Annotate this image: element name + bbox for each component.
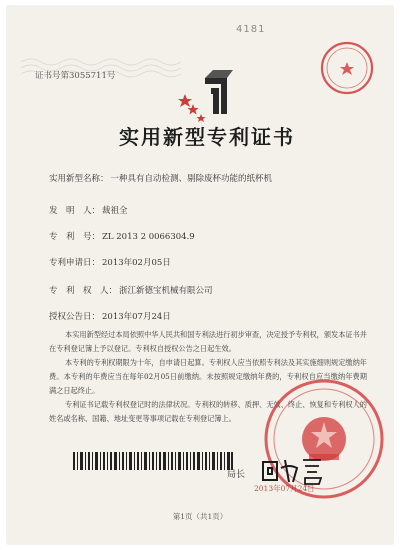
field-label: 专 利 权 人： — [49, 286, 118, 296]
body-paragraph: 专利证书记载专利权登记时的法律状况。专利权的转移、质押、无效、终止、恢复和专利权人的姓名或名称、国籍、地址变更等事项记载在专利登记簿上。 — [49, 400, 367, 423]
certificate-number: 证书号第3055711号 — [35, 71, 116, 81]
field-inventor — [49, 204, 128, 216]
field-utility-model-name — [49, 172, 272, 184]
handwritten-note: 4181 — [236, 24, 266, 35]
field-label: 专 利 号： — [49, 232, 101, 242]
field-value: 2013年07月24日 — [102, 312, 171, 322]
signature-label: 局长 — [227, 470, 246, 480]
body-paragraph: 本专利的专利权期限为十年，自申请日起算。专利权人应当依照专利法及其实施细则规定缴纳年费。本专利的年费应当在每年02月05日前缴纳。未按照规定缴纳年费的，专利权自应当缴纳年费期满之日起终止。 — [49, 358, 367, 395]
seal-date: 2013年07月24日 — [254, 484, 315, 493]
field-label: 实用新型名称： — [49, 174, 109, 184]
barcode — [73, 452, 233, 470]
certificate-title: 实用新型专利证书 — [119, 125, 295, 149]
body-paragraph: 本实用新型经过本局依照中华人民共和国专利法进行初步审查，决定授予专利权，颁发本证书并在专利登记簿上予以登记。专利权自授权公告之日起生效。 — [49, 330, 367, 353]
field-patent-number — [49, 230, 195, 242]
patent-office-seal-icon — [319, 40, 375, 96]
patent-office-emblem-icon — [175, 66, 245, 126]
field-label: 授权公告日： — [49, 312, 101, 322]
field-label: 专利申请日： — [49, 258, 101, 268]
field-value: 2013年02月05日 — [102, 258, 171, 268]
field-application-date — [49, 256, 171, 268]
field-value: ZL 2013 2 0066304.9 — [102, 232, 195, 242]
field-label: 发 明 人： — [49, 206, 101, 216]
field-value: 一种具有自动检测、剔除废杯功能的纸杯机 — [110, 174, 273, 184]
field-grant-date — [49, 310, 171, 322]
director-signature — [259, 454, 329, 486]
page-footer: 第1页（共1页） — [172, 512, 228, 521]
field-patentee — [49, 284, 213, 296]
certificate-sheet — [7, 6, 393, 544]
field-value: 浙江新德宝机械有限公司 — [119, 286, 213, 296]
field-value: 裁祖全 — [102, 206, 128, 216]
